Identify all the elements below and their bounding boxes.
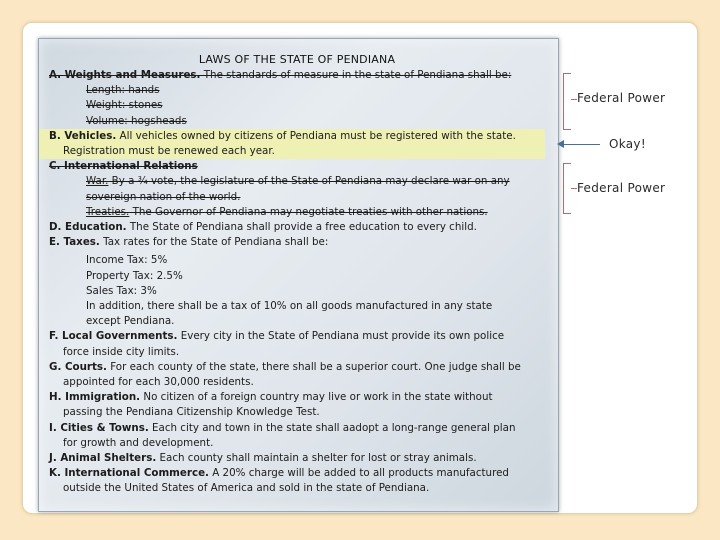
section-k-cont: outside the United States of America and sold in the state of Pendiana. xyxy=(63,482,430,495)
annotation-federal-power-1: Federal Power xyxy=(577,91,666,105)
section-b xyxy=(49,129,545,144)
section-c-war xyxy=(49,174,545,189)
section-h-cont: passing the Pendiana Citizenship Knowledge Test. xyxy=(63,406,320,419)
section-b-heading: B. Vehicles. xyxy=(49,129,117,142)
war-label: War. xyxy=(86,175,109,188)
treaties-label: Treaties. xyxy=(86,205,130,218)
treaties-text: The Governor of Pendiana may negotiate treaties with other nations. xyxy=(129,205,488,218)
tax-sales: Sales Tax: 3% xyxy=(86,284,157,297)
section-k-heading: K. International Commerce. xyxy=(49,467,209,480)
tax-income: Income Tax: 5% xyxy=(86,254,168,267)
section-j-heading: J. Animal Shelters. xyxy=(49,452,157,465)
section-i-text: Each city and town in the state shall aadopt a long-range general plan xyxy=(148,421,516,434)
tax-property: Property Tax: 2.5% xyxy=(86,269,183,282)
section-d-text: The State of Pendiana shall provide a free education to every child. xyxy=(126,221,477,234)
section-g xyxy=(49,360,545,375)
section-c-war-cont: sovereign nation of the world. xyxy=(86,190,241,203)
section-d-heading: D. Education. xyxy=(49,221,127,234)
section-a-item-length: Length: hands xyxy=(86,84,160,97)
war-text: By a ¾ vote, the legislature of the State of Pendiana may declare war on any xyxy=(108,175,510,188)
tax-extra: In addition, there shall be a tax of 10% on all goods manufactured in any state xyxy=(86,300,493,313)
section-f-heading: F. Local Governments. xyxy=(49,330,178,343)
tax-extra-cont: except Pendiana. xyxy=(86,315,175,328)
section-i-cont: for growth and development. xyxy=(63,436,214,449)
section-j xyxy=(49,451,545,466)
section-e xyxy=(49,235,545,250)
section-e-heading: E. Taxes. xyxy=(49,236,100,249)
bracket-federal-power-2 xyxy=(563,163,571,214)
section-a-text: The standards of measure in the state of Pendiana shall be: xyxy=(200,69,512,81)
section-f-cont: force inside city limits. xyxy=(63,345,180,358)
section-f xyxy=(49,329,545,344)
section-d xyxy=(49,220,545,235)
section-f-text: Every city in the State of Pendiana must provide its own police xyxy=(177,330,505,343)
section-c xyxy=(49,159,545,174)
section-b-text: All vehicles owned by citizens of Pendiana must be registered with the state. xyxy=(116,129,516,142)
section-c-heading: C. International Relations xyxy=(49,160,198,173)
section-h-text: No citizen of a foreign country may live or work in the state without xyxy=(140,391,493,404)
section-e-text: Tax rates for the State of Pendiana shall be: xyxy=(99,236,329,249)
section-a-item-volume: Volume: hogsheads xyxy=(86,114,187,127)
section-a-item-weight: Weight: stones xyxy=(86,99,163,112)
section-i-heading: I. Cities & Towns. xyxy=(49,421,149,434)
annotation-federal-power-2: Federal Power xyxy=(577,181,666,195)
section-g-heading: G. Courts. xyxy=(49,360,107,373)
section-c-treaties xyxy=(49,205,545,220)
annotation-okay: Okay! xyxy=(609,137,646,151)
section-k xyxy=(49,466,545,481)
arrow-okay-line xyxy=(563,144,600,145)
section-b-highlight xyxy=(39,129,545,159)
section-i xyxy=(49,421,545,436)
section-g-cont: appointed for each 30,000 residents. xyxy=(63,376,254,389)
section-a xyxy=(49,68,545,83)
section-k-text: A 20% charge will be added to all products manufactured xyxy=(208,467,509,480)
document-title: LAWS OF THE STATE OF PENDIANA xyxy=(198,53,396,66)
bracket-federal-power-1 xyxy=(563,73,571,130)
section-a-heading: A. Weights and Measures. xyxy=(49,69,201,81)
section-h-heading: H. Immigration. xyxy=(49,391,141,404)
laws-document xyxy=(38,38,559,512)
section-b-cont: Registration must be renewed each year. xyxy=(63,145,275,158)
section-h xyxy=(49,390,545,405)
section-g-text: For each county of the state, there shall be a superior court. One judge shall be xyxy=(106,360,521,373)
section-j-text: Each county shall maintain a shelter for lost or stray animals. xyxy=(156,452,477,465)
